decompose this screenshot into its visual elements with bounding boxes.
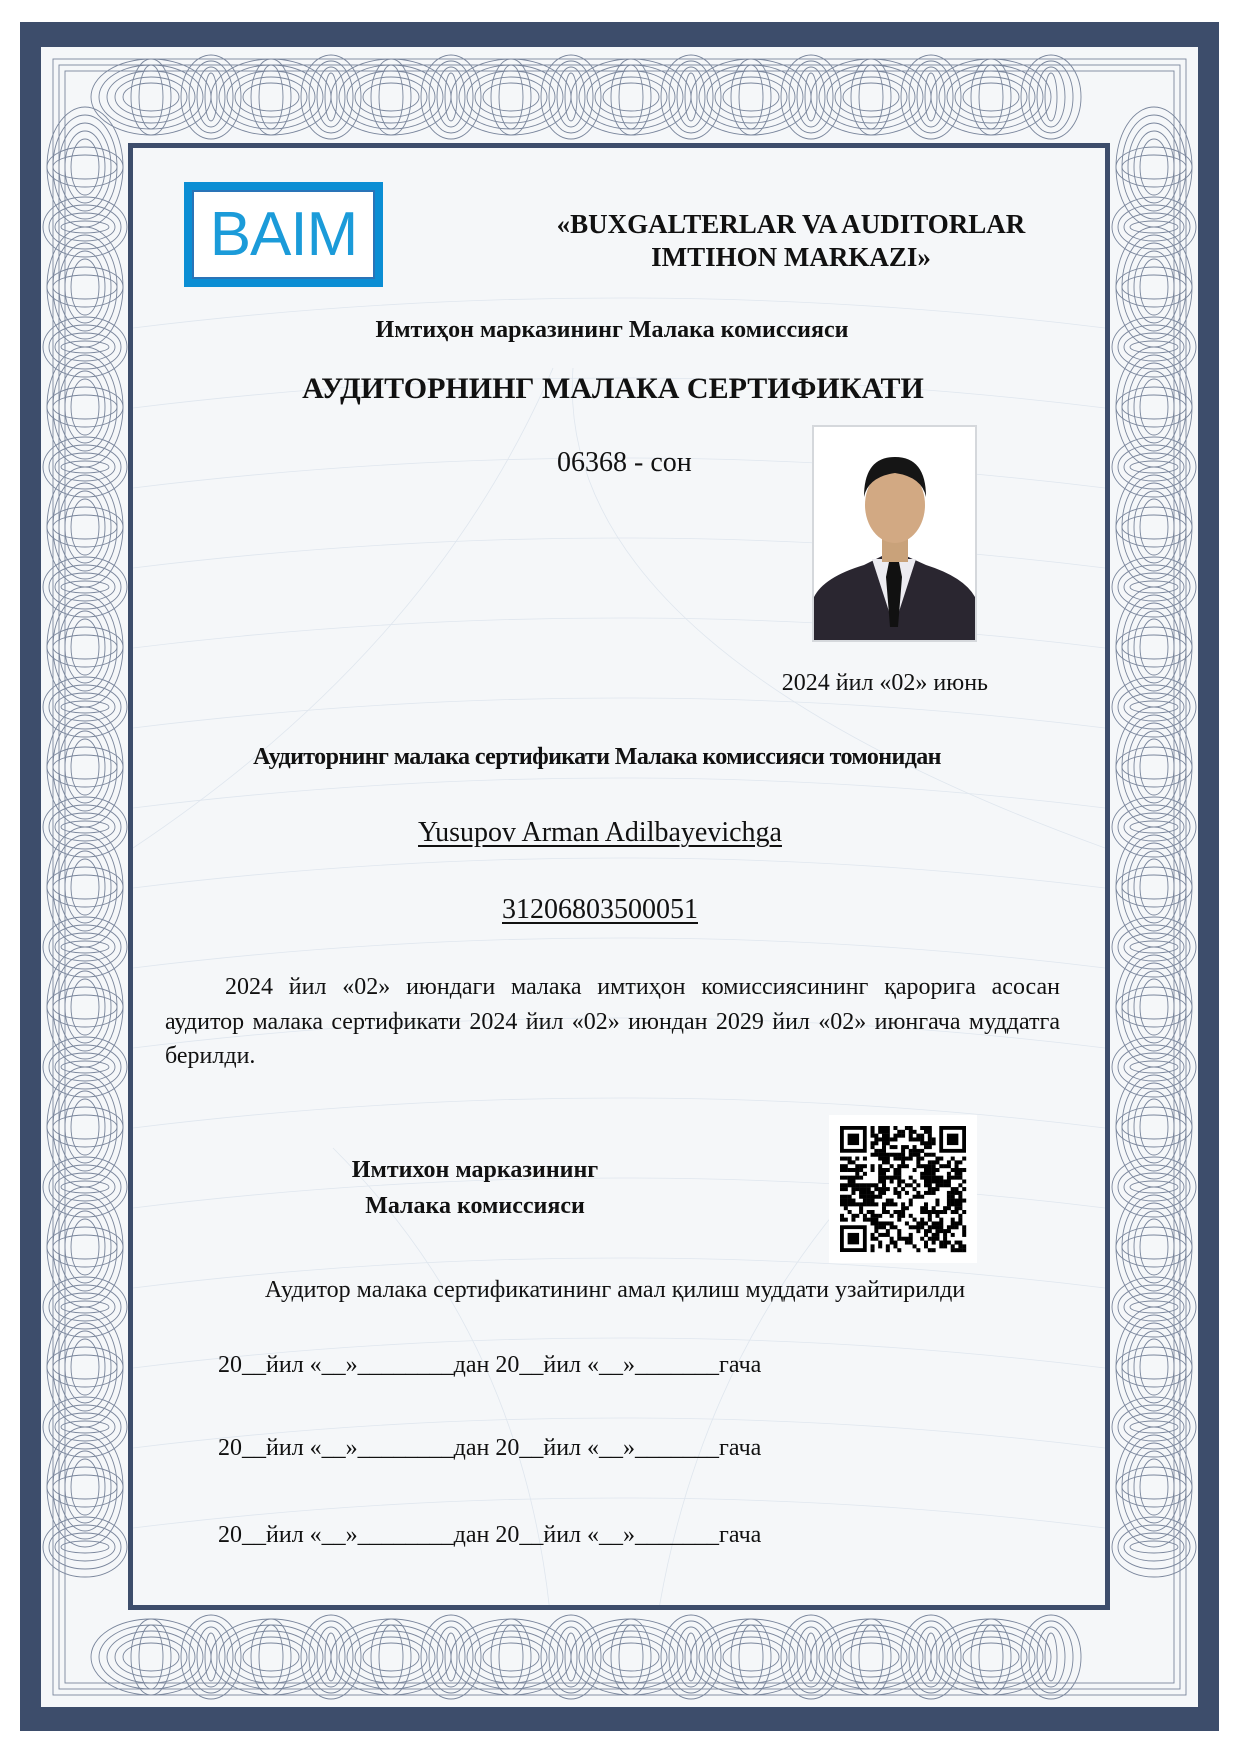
signature-line-2: Малака комиссияси <box>365 1193 585 1219</box>
inner-frame <box>128 143 1110 1610</box>
commission-subtitle: Имтиҳон марказининг Малака комиссияси <box>375 317 849 343</box>
holder-photo <box>812 425 977 642</box>
guilloche-top <box>91 55 1081 139</box>
baim-logo <box>184 182 383 287</box>
issue-date: 2024 йил «02» июнь <box>781 670 988 696</box>
decision-paragraph: 2024 йил «02» июндаги малака имтиҳон комиссиясининг қарорига асосан аудитор малака сертификати 2024 йил «02» июндан 2029 йил «02» июнгача муддатга берилди. <box>165 974 1060 1069</box>
guilloche-right <box>1112 107 1196 1577</box>
qr-code-icon <box>829 1115 977 1263</box>
extension-heading: Аудитор малака сертификатининг амал қилиш муддати узайтирилди <box>264 1277 966 1303</box>
holder-id: 31206803500051 <box>502 894 698 925</box>
extension-line-2: 20__йил «__»________дан 20__йил «__»_______гача <box>218 1435 762 1461</box>
organization-name <box>520 208 1062 274</box>
extension-line-3: 20__йил «__»________дан 20__йил «__»_______гача <box>218 1522 762 1548</box>
watermark-pattern <box>133 148 1105 1605</box>
organization-line-2: IMTIHON MARKAZI» <box>651 242 931 272</box>
qr-code[interactable] <box>829 1115 977 1263</box>
logo-text: BAIM <box>209 199 358 269</box>
signature-block <box>275 1152 675 1224</box>
person-portrait-icon <box>814 427 975 640</box>
signature-line-1: Имтихон марказининг <box>351 1157 599 1183</box>
certificate-title: АУДИТОРНИНГ МАЛАКА СЕРТИФИКАТИ <box>302 372 924 405</box>
guilloche-bottom <box>91 1615 1081 1699</box>
organization-line-1: «BUXGALTERLAR VA AUDITORLAR <box>556 209 1026 239</box>
granted-by-text: Аудиторнинг малака сертификати Малака комиссияси томонидан <box>253 744 941 770</box>
certificate-number: 06368 - сон <box>557 447 692 478</box>
extension-line-1: 20__йил «__»________дан 20__йил «__»_______гача <box>218 1352 762 1378</box>
guilloche-left <box>43 107 127 1577</box>
holder-name: Yusupov Arman Adilbayevichga <box>418 817 782 848</box>
